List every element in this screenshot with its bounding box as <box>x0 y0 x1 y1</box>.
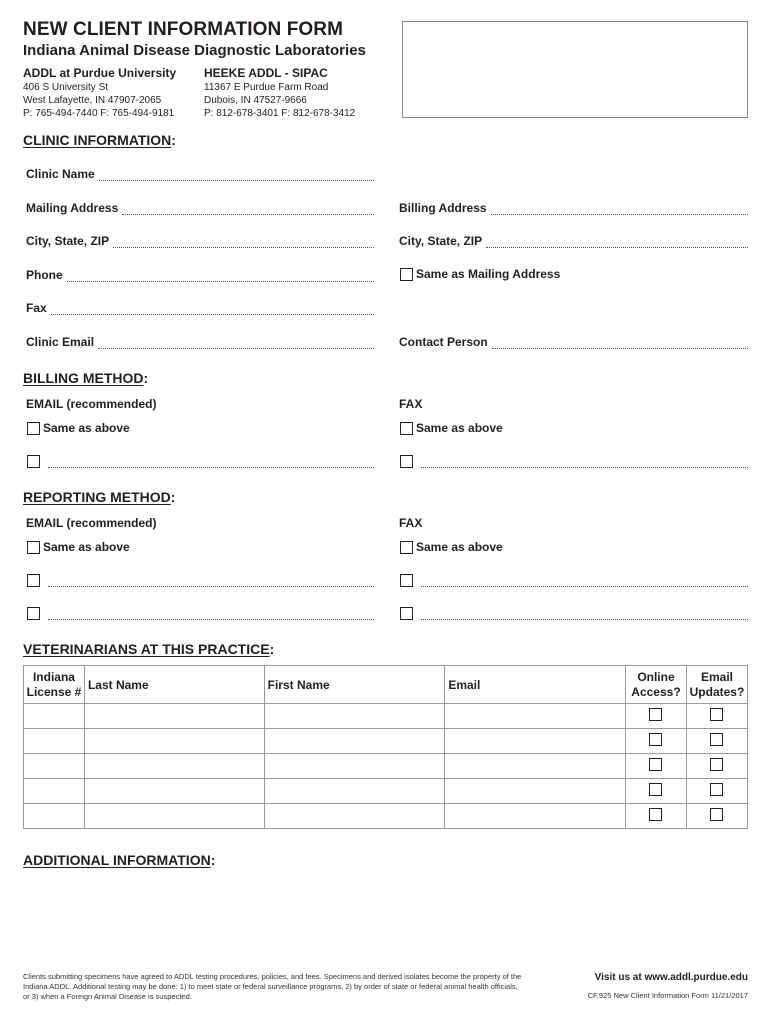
last-name-cell[interactable] <box>84 804 264 829</box>
billing-fax-same-option[interactable] <box>400 421 503 435</box>
billing-fax-other-checkbox[interactable] <box>400 455 413 468</box>
same-as-mailing-option[interactable] <box>400 267 560 281</box>
same-as-mailing-label: Same as Mailing Address <box>416 267 561 281</box>
license-cell[interactable] <box>24 729 85 754</box>
reporting-fax-other-checkbox[interactable] <box>400 607 413 620</box>
reporting-email-other-row[interactable] <box>27 607 374 620</box>
clinic-name-input[interactable] <box>99 169 374 181</box>
mailing-city-state-zip-field[interactable] <box>26 234 374 248</box>
online-access-cell <box>626 704 687 729</box>
first-name-column-header: First Name <box>264 666 445 704</box>
billing-email-other-input[interactable] <box>48 456 374 468</box>
reporting-fax-other-input[interactable] <box>421 608 748 620</box>
city-state-zip-label: City, State, ZIP <box>399 234 483 248</box>
location-name: ADDL at Purdue University <box>23 66 177 80</box>
email-updates-cell <box>686 729 747 754</box>
reporting-fax-other-input[interactable] <box>421 575 748 587</box>
location-sipac <box>204 66 355 120</box>
fax-input[interactable] <box>51 303 374 315</box>
email-cell[interactable] <box>445 804 626 829</box>
email-column-header: Email <box>445 666 626 704</box>
first-name-cell[interactable] <box>264 704 445 729</box>
veterinarians-heading: VETERINARIANS AT THIS PRACTICE: <box>23 641 275 657</box>
same-as-above-label: Same as above <box>416 421 503 435</box>
contact-person-input[interactable] <box>492 337 748 349</box>
location-name: HEEKE ADDL - SIPAC <box>204 66 328 80</box>
billing-email-other-row[interactable] <box>27 455 374 468</box>
reporting-email-other-row[interactable] <box>27 574 374 587</box>
reporting-method-heading: REPORTING METHOD: <box>23 489 176 505</box>
first-name-cell[interactable] <box>264 804 445 829</box>
license-column-header: Indiana License # <box>24 666 85 704</box>
online-access-cell <box>626 779 687 804</box>
clinic-email-label: Clinic Email <box>26 335 95 349</box>
reporting-fax-other-row[interactable] <box>400 607 748 620</box>
last-name-cell[interactable] <box>84 779 264 804</box>
last-name-column-header: Last Name <box>84 666 264 704</box>
reporting-email-same-option[interactable] <box>27 540 130 554</box>
billing-email-same-option[interactable] <box>27 421 130 435</box>
reporting-fax-other-checkbox[interactable] <box>400 574 413 587</box>
billing-email-other-checkbox[interactable] <box>27 455 40 468</box>
location-address-line: 406 S University St <box>23 82 109 93</box>
email-updates-column-header: Email Updates? <box>686 666 747 704</box>
reporting-fax-same-checkbox[interactable] <box>400 541 413 554</box>
reporting-email-other-checkbox[interactable] <box>27 607 40 620</box>
location-address-line: 11367 E Purdue Farm Road <box>204 82 329 93</box>
table-row <box>24 779 748 804</box>
billing-fax-same-checkbox[interactable] <box>400 422 413 435</box>
location-address-line: Dubois, IN 47527-9666 <box>204 95 307 106</box>
table-row <box>24 704 748 729</box>
lab-name: Indiana Animal Disease Diagnostic Laboratories <box>23 42 366 59</box>
email-updates-cell <box>686 754 747 779</box>
additional-information-heading: ADDITIONAL INFORMATION: <box>23 852 216 868</box>
first-name-cell[interactable] <box>264 729 445 754</box>
email-updates-cell <box>686 704 747 729</box>
veterinarians-table <box>23 665 748 829</box>
fax-label: Fax <box>26 301 47 315</box>
billing-address-input[interactable] <box>491 203 748 215</box>
last-name-cell[interactable] <box>84 729 264 754</box>
same-as-above-label: Same as above <box>43 421 130 435</box>
same-as-above-label: Same as above <box>43 540 130 554</box>
last-name-cell[interactable] <box>84 704 264 729</box>
phone-label: Phone <box>26 268 63 282</box>
email-updates-cell <box>686 779 747 804</box>
billing-address-field[interactable] <box>399 201 748 215</box>
reporting-fax-other-row[interactable] <box>400 574 748 587</box>
email-cell[interactable] <box>445 754 626 779</box>
email-updates-cell <box>686 804 747 829</box>
online-access-cell <box>626 729 687 754</box>
same-as-mailing-checkbox[interactable] <box>400 268 413 281</box>
email-updates-checkbox[interactable] <box>710 783 723 796</box>
billing-email-same-checkbox[interactable] <box>27 422 40 435</box>
online-access-column-header: Online Access? <box>626 666 687 704</box>
email-updates-checkbox[interactable] <box>710 708 723 721</box>
location-purdue <box>23 66 176 120</box>
additional-information-area[interactable] <box>23 876 748 964</box>
city-state-zip-label: City, State, ZIP <box>26 234 110 248</box>
location-address-line: West Lafayette, IN 47907-2065 <box>23 95 162 106</box>
table-row <box>24 804 748 829</box>
table-row <box>24 754 748 779</box>
clinic-information-heading: CLINIC INFORMATION: <box>23 132 176 148</box>
email-updates-checkbox[interactable] <box>710 758 723 771</box>
license-cell[interactable] <box>24 754 85 779</box>
reporting-email-other-checkbox[interactable] <box>27 574 40 587</box>
clinic-name-field[interactable] <box>26 167 374 181</box>
reporting-email-other-input[interactable] <box>48 575 374 587</box>
phone-input[interactable] <box>67 270 374 282</box>
form-title: NEW CLIENT INFORMATION FORM <box>23 19 344 40</box>
billing-email-label: EMAIL (recommended) <box>26 397 157 411</box>
online-access-checkbox[interactable] <box>649 783 662 796</box>
clinic-name-label: Clinic Name <box>26 167 95 181</box>
contact-person-label: Contact Person <box>399 335 488 349</box>
billing-city-state-zip-input[interactable] <box>486 236 748 248</box>
first-name-cell[interactable] <box>264 754 445 779</box>
email-cell[interactable] <box>445 729 626 754</box>
email-cell[interactable] <box>445 779 626 804</box>
license-cell[interactable] <box>24 804 85 829</box>
online-access-checkbox[interactable] <box>649 808 662 821</box>
last-name-cell[interactable] <box>84 754 264 779</box>
billing-fax-label: FAX <box>399 397 423 411</box>
location-phone-line: P: 765-494-7440 F: 765-494-9181 <box>23 108 175 119</box>
fax-field[interactable] <box>26 301 374 315</box>
reporting-fax-same-option[interactable] <box>400 540 503 554</box>
license-cell[interactable] <box>24 779 85 804</box>
billing-method-heading: BILLING METHOD: <box>23 370 149 386</box>
mailing-city-state-zip-input[interactable] <box>113 236 374 248</box>
email-updates-checkbox[interactable] <box>710 733 723 746</box>
mailing-address-field[interactable] <box>26 201 374 215</box>
billing-fax-other-row[interactable] <box>400 455 748 468</box>
billing-fax-other-input[interactable] <box>421 456 748 468</box>
first-name-cell[interactable] <box>264 779 445 804</box>
website-link[interactable]: Visit us at www.addl.purdue.edu <box>594 972 748 983</box>
online-access-checkbox[interactable] <box>649 733 662 746</box>
clinic-email-input[interactable] <box>98 337 374 349</box>
email-updates-checkbox[interactable] <box>710 808 723 821</box>
phone-field[interactable] <box>26 268 374 282</box>
online-access-checkbox[interactable] <box>649 708 662 721</box>
reporting-email-label: EMAIL (recommended) <box>26 516 157 530</box>
same-as-above-label: Same as above <box>416 540 503 554</box>
table-header-row <box>24 666 748 704</box>
billing-address-label: Billing Address <box>399 201 487 215</box>
form-number: CF.925 New Client Information Form 11/21/2017 <box>587 991 748 1000</box>
reporting-email-same-checkbox[interactable] <box>27 541 40 554</box>
online-access-checkbox[interactable] <box>649 758 662 771</box>
mailing-address-label: Mailing Address <box>26 201 119 215</box>
contact-person-field[interactable] <box>399 335 748 349</box>
online-access-cell <box>626 804 687 829</box>
lab-use-box[interactable] <box>402 21 748 118</box>
footer-disclaimer: Clients submitting specimens have agreed to ADDL testing procedures, policies, and fees. Specimens and derived isolates become the property of the Indiana ADDL. Additional testing may be done: 1) to meet state or federal surveillance programs, 2) by order of state or federal animal health officials, or 3) when a Foreign Animal Disease is suspected. <box>23 972 522 1001</box>
table-row <box>24 729 748 754</box>
reporting-email-other-input[interactable] <box>48 608 374 620</box>
location-phone-line: P: 812-678-3401 F: 812-678-3412 <box>204 108 356 119</box>
clinic-email-field[interactable] <box>26 335 374 349</box>
license-cell[interactable] <box>24 704 85 729</box>
reporting-fax-label: FAX <box>399 516 423 530</box>
billing-city-state-zip-field[interactable] <box>399 234 748 248</box>
online-access-cell <box>626 754 687 779</box>
mailing-address-input[interactable] <box>122 203 374 215</box>
email-cell[interactable] <box>445 704 626 729</box>
